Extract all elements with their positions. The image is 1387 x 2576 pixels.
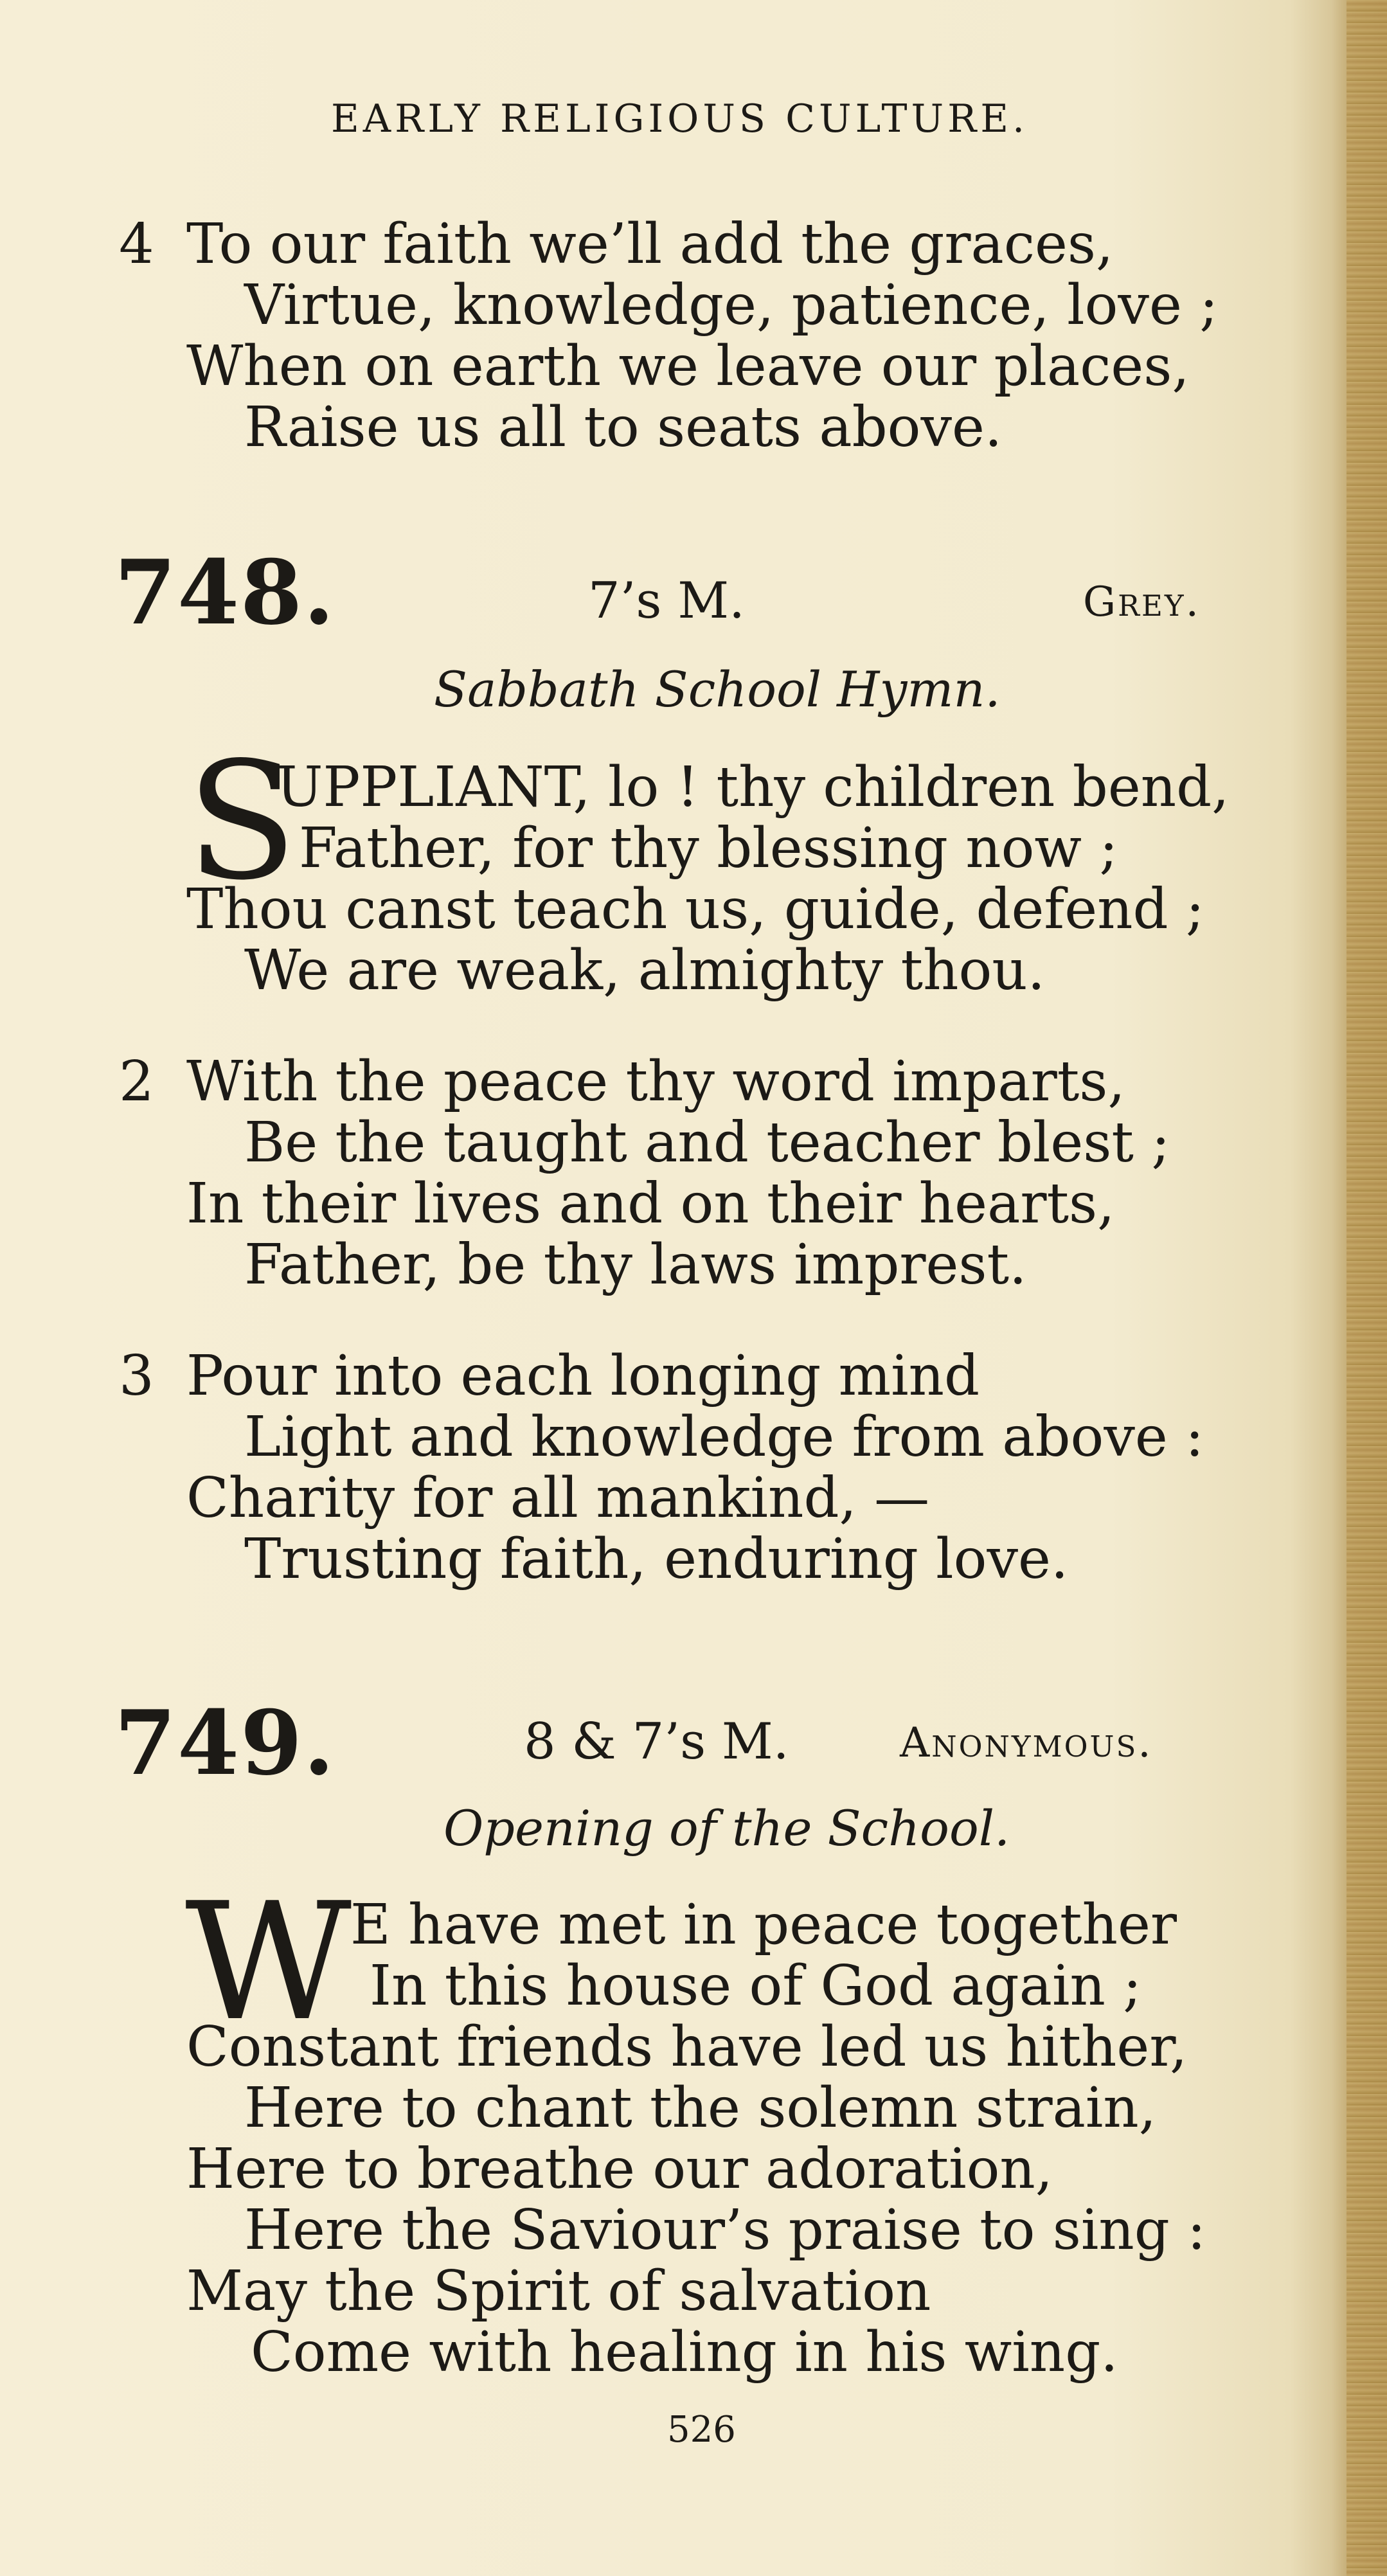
running-header: EARLY RELIGIOUS CULTURE.	[331, 96, 1029, 141]
verse-line: May the Spirit of salvation	[186, 2259, 931, 2323]
drop-cap: W	[185, 1868, 352, 2057]
verse-line: Father, for thy blessing now ;	[299, 816, 1118, 881]
verse-line: E have met in peace together	[350, 1893, 1177, 1957]
verse-line: Here to breathe our adoration,	[186, 2137, 1053, 2201]
hymn-subtitle: Opening of the School.	[443, 1800, 1010, 1857]
verse-line: In this house of God again ;	[370, 1954, 1142, 2018]
verse-number: 4	[119, 212, 154, 276]
verse-line: Light and knowledge from above :	[244, 1405, 1204, 1469]
verse-line: Raise us all to seats above.	[244, 395, 1003, 460]
page-edge	[1347, 0, 1387, 2576]
verse-number: 3	[119, 1344, 154, 1408]
verse-line: Thou canst teach us, guide, defend ;	[186, 877, 1204, 942]
verse-line: Father, be thy laws imprest.	[244, 1233, 1027, 1297]
hymn-subtitle: Sabbath School Hymn.	[434, 661, 1001, 718]
verse-line: Come with healing in his wing.	[251, 2320, 1118, 2384]
hymn-meter: 8 & 7’s M.	[524, 1713, 789, 1771]
verse-line: Virtue, knowledge, patience, love ;	[244, 273, 1219, 337]
verse-line: Constant friends have led us hither,	[186, 2015, 1188, 2079]
verse-line: When on earth we leave our places,	[186, 334, 1190, 398]
verse-number: 2	[119, 1050, 154, 1114]
verse-line: Trusting faith, enduring love.	[244, 1527, 1069, 1591]
hymn-number: 748.	[114, 540, 336, 645]
verse-line: We are weak, almighty thou.	[244, 938, 1045, 1003]
hymn-number: 749.	[114, 1690, 336, 1795]
verse-line: Here to chant the solemn strain,	[244, 2076, 1157, 2140]
verse-line: In their lives and on their hearts,	[186, 1172, 1115, 1236]
page-number: 526	[667, 2409, 736, 2451]
verse-line: To our faith we’ll add the graces,	[186, 212, 1114, 276]
drop-cap: S	[186, 728, 298, 916]
hymn-author: Grey.	[1083, 578, 1201, 626]
hymn-meter: 7’s M.	[588, 572, 745, 630]
verse-line: Pour into each longing mind	[186, 1344, 980, 1408]
verse-line: Charity for all mankind, —	[186, 1466, 930, 1530]
verse-line: Be the taught and teacher blest ;	[244, 1111, 1170, 1175]
verse-line: UPPLIANT, lo ! thy children bend,	[276, 755, 1230, 819]
hymn-author: Anonymous.	[900, 1719, 1153, 1767]
verse-line: With the peace thy word imparts,	[186, 1050, 1125, 1114]
verse-line: Here the Saviour’s praise to sing :	[244, 2198, 1206, 2262]
